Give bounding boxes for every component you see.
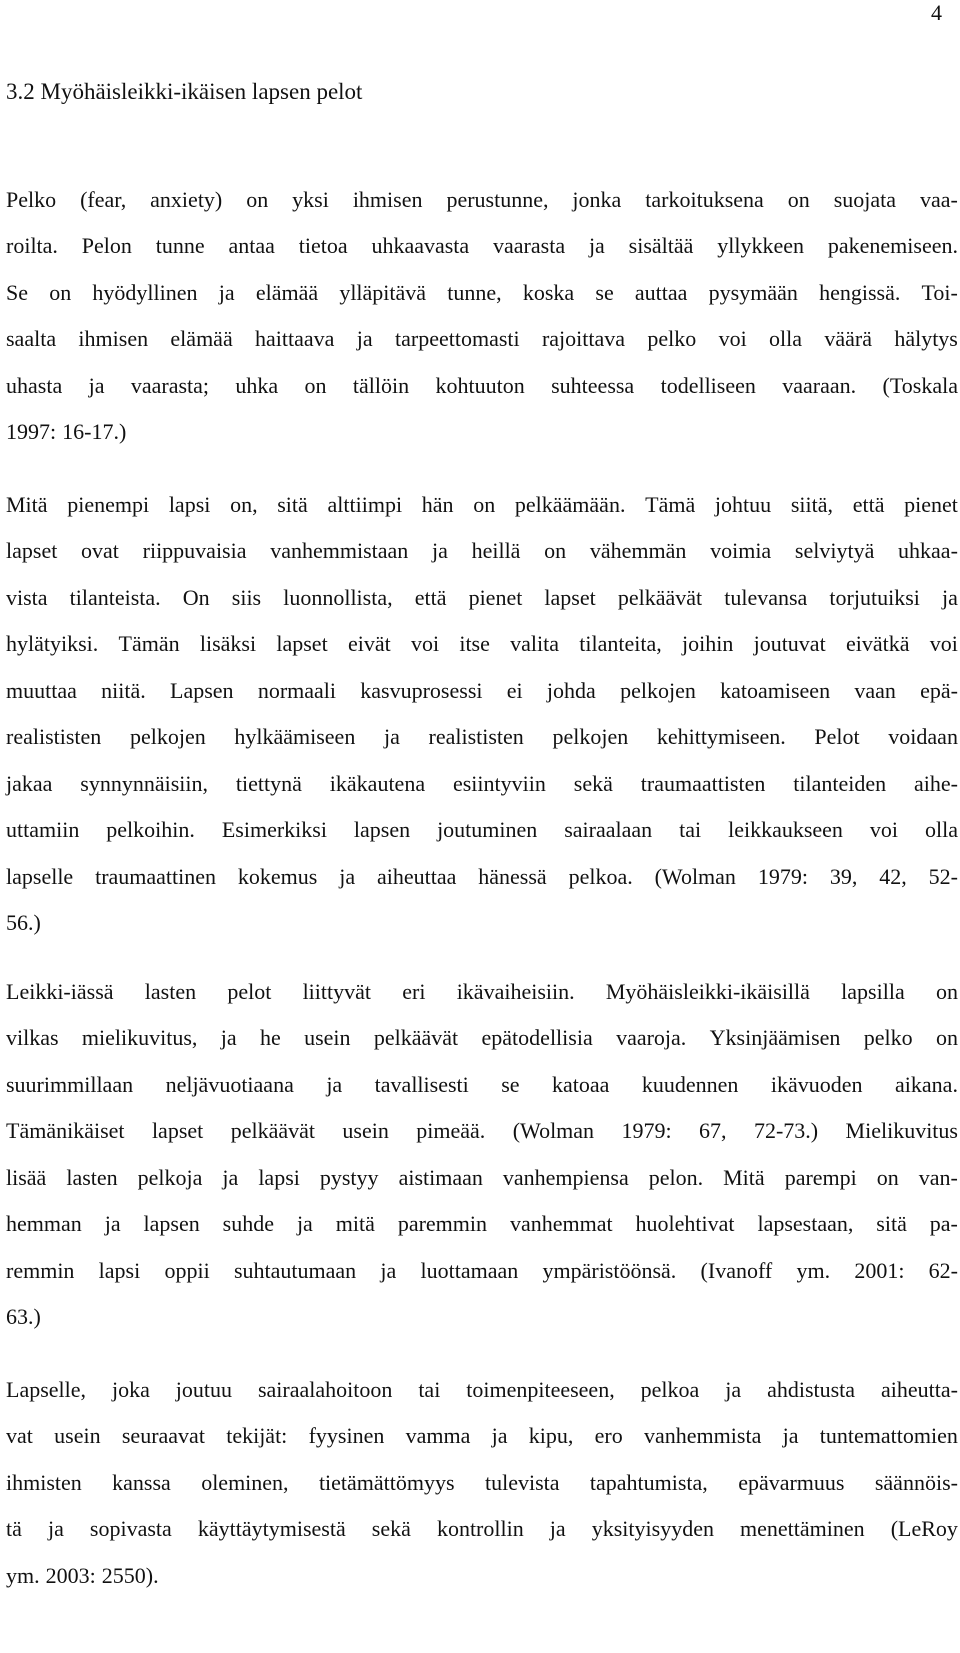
text-line: uhasta ja vaarasta; uhka on tällöin kohtuuton suhteessa todelliseen vaaraan. (Toskala bbox=[6, 372, 958, 398]
text-line: 56.) bbox=[6, 910, 41, 935]
text-line: hemman ja lapsen suhde ja mitä paremmin vanhemmat huolehtivat lapsestaan, sitä pa- bbox=[6, 1211, 958, 1236]
text-line: Pelko (fear, anxiety) on yksi ihmisen perustunne, jonka tarkoituksena on suojata vaa- bbox=[6, 186, 958, 212]
section-heading: 3.2 Myöhäisleikki-ikäisen lapsen pelot bbox=[6, 79, 363, 104]
page-number: 4 bbox=[931, 0, 942, 25]
text-line: jakaa synnynnäisiin, tiettynä ikäkautena esiintyviin sekä traumaattisten tilanteiden aihe- bbox=[6, 770, 958, 796]
paragraph bbox=[6, 471, 958, 936]
text-line: 63.) bbox=[6, 1304, 41, 1329]
text-line: vilkas mielikuvitus, ja he usein pelkäävät epätodellisia vaaroja. Yksinjäämisen pelko on bbox=[6, 1025, 958, 1050]
paragraph bbox=[6, 958, 958, 1330]
text-line: vista tilanteista. On siis luonnollista, että pienet lapset pelkäävät tulevansa torjutuiksi ja bbox=[6, 584, 958, 610]
text-line: suurimmillaan neljävuotiaana ja tavallisesti se katoaa kuudennen ikävuoden aikana. bbox=[6, 1071, 958, 1097]
text-line: hylätyiksi. Tämän lisäksi lapset eivät voi itse valita tilanteita, joihin joutuvat eivätkä voi bbox=[6, 631, 958, 656]
text-line: saalta ihmisen elämää haittaava ja tarpeettomasti rajoittava pelko voi olla väärä hälytys bbox=[6, 326, 958, 351]
text-line: muuttaa niitä. Lapsen normaali kasvuprosessi ei johda pelkojen katoamiseen vaan epä- bbox=[6, 677, 958, 703]
text-line: lapset ovat riippuvaisia vanhemmistaan ja heillä on vähemmän voimia selviytyä uhkaa- bbox=[6, 538, 958, 563]
text-line: ihmisten kanssa oleminen, tietämättömyys tulevista tapahtumista, epävarmuus säännöis- bbox=[6, 1469, 958, 1495]
text-line: vat usein seuraavat tekijät: fyysinen vamma ja kipu, ero vanhemmista ja tuntemattomien bbox=[6, 1423, 958, 1448]
text-line: realististen pelkojen hylkäämiseen ja realististen pelkojen kehittymiseen. Pelot voidaan bbox=[6, 724, 958, 749]
text-line: lisää lasten pelkoja ja lapsi pystyy aistimaan vanhempiensa pelon. Mitä parempi on van- bbox=[6, 1164, 958, 1190]
text-line: Leikki-iässä lasten pelot liittyvät eri ikävaiheisiin. Myöhäisleikki-ikäisillä lapsilla on bbox=[6, 978, 958, 1004]
text-line: lapselle traumaattinen kokemus ja aiheuttaa hänessä pelkoa. (Wolman 1979: 39, 42, 52- bbox=[6, 863, 958, 889]
paragraph bbox=[6, 166, 958, 445]
text-line: roilta. Pelon tunne antaa tietoa uhkaavasta vaarasta ja sisältää yllykkeen pakenemiseen. bbox=[6, 233, 958, 258]
text-line: Lapselle, joka joutuu sairaalahoitoon tai toimenpiteeseen, pelkoa ja ahdistusta aiheutta- bbox=[6, 1376, 958, 1402]
paragraph bbox=[6, 1356, 958, 1589]
text-line: tä ja sopivasta käyttäytymisestä sekä kontrollin ja yksityisyyden menettäminen (LeRoy bbox=[6, 1516, 958, 1541]
text-line: 1997: 16-17.) bbox=[6, 419, 127, 444]
text-line: Tämänikäiset lapset pelkäävät usein pimeää. (Wolman 1979: 67, 72-73.) Mielikuvitus bbox=[6, 1118, 958, 1143]
text-line: Se on hyödyllinen ja elämää ylläpitävä tunne, koska se auttaa pysymään hengissä. Toi- bbox=[6, 279, 958, 305]
text-line: uttamiin pelkoihin. Esimerkiksi lapsen joutuminen sairaalaan tai leikkaukseen voi olla bbox=[6, 817, 958, 842]
text-line: remmin lapsi oppii suhtautumaan ja luottamaan ympäristöönsä. (Ivanoff ym. 2001: 62- bbox=[6, 1257, 958, 1283]
text-line: Mitä pienempi lapsi on, sitä alttiimpi hän on pelkäämään. Tämä johtuu siitä, että pienet bbox=[6, 491, 958, 517]
text-line: ym. 2003: 2550). bbox=[6, 1562, 159, 1588]
